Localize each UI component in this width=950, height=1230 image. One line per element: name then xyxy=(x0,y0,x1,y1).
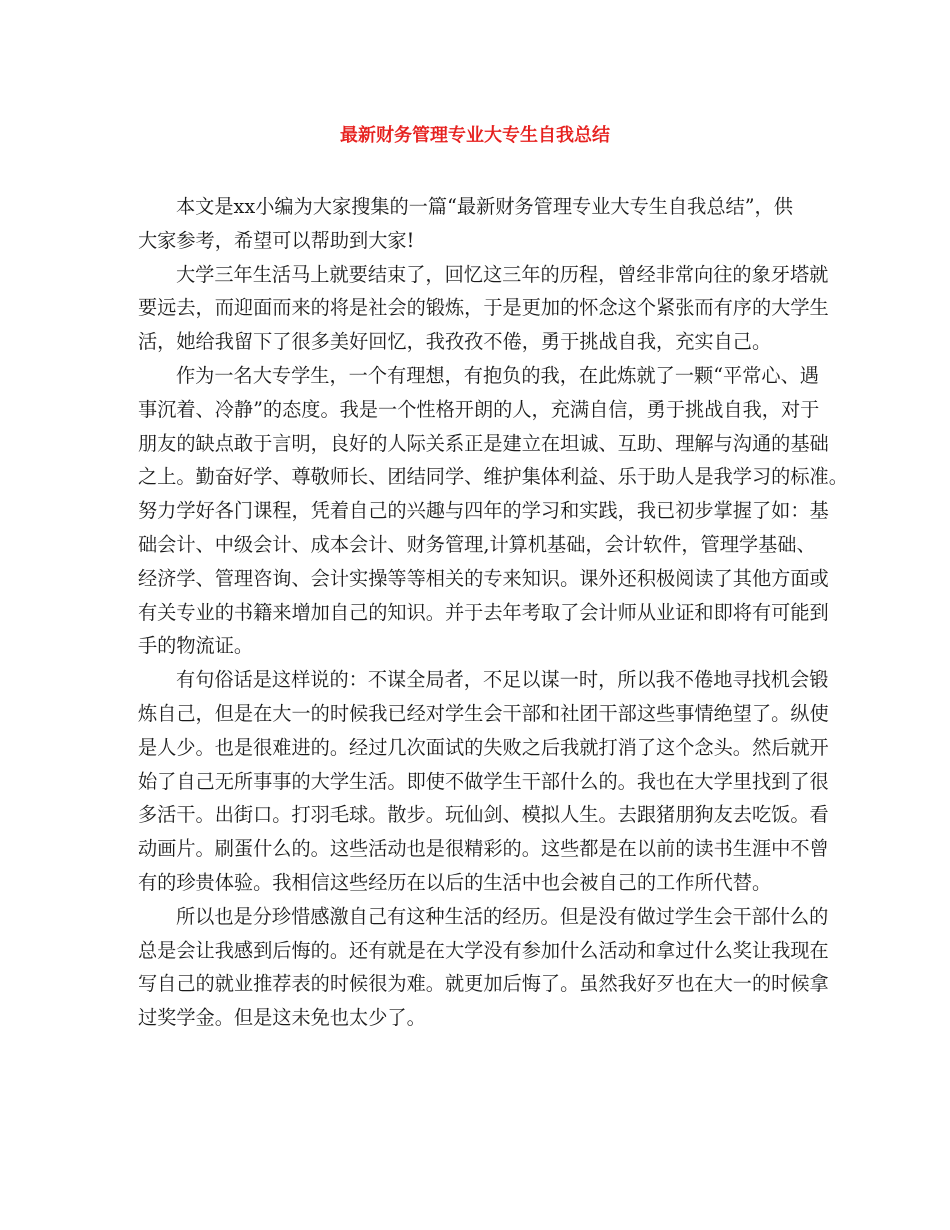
text-line: 是人少。也是很难进的。经过几次面试的失败之后我就打消了这个念头。然后就开 xyxy=(138,735,829,759)
text-line: 写自己的就业推荐表的时候很为难。就更加后悔了。虽然我好歹也在大一的时候拿 xyxy=(138,972,829,996)
text-line: 动画片。刷蛋什么的。这些活动也是很精彩的。这些都是在以前的读书生涯中不曾 xyxy=(138,837,829,861)
text-line: 础会计、中级会计、成本会计、财务管理,计算机基础，会计软件，管理学基础、 xyxy=(138,532,816,556)
text-line: 要远去，而迎面而来的将是社会的锻炼，于是更加的怀念这个紧张而有序的大学生 xyxy=(138,296,829,320)
text-line: 有句俗话是这样说的：不谋全局者，不足以谋一时，所以我不倦地寻找机会锻 xyxy=(176,668,829,692)
text-line: 努力学好各门课程，凭着自己的兴趣与四年的学习和实践，我已初步掌握了如：基 xyxy=(138,499,829,523)
paragraph-character xyxy=(138,359,848,663)
text-line: 活，她给我留下了很多美好回忆，我孜孜不倦，勇于挑战自我，充实自己。 xyxy=(138,330,772,354)
paragraph-intro xyxy=(138,190,818,258)
paragraph-college-life xyxy=(138,663,829,900)
text-line: 经济学、管理咨询、会计实操等等相关的专来知识。课外还积极阅读了其他方面或 xyxy=(138,566,829,590)
text-line: 多活干。出街口。打羽毛球。散步。玩仙剑、模拟人生。去跟猪朋狗友去吃饭。看 xyxy=(138,803,829,827)
text-line: 朋友的缺点敢于言明，良好的人际关系正是建立在坦诚、互助、理解与沟通的基础 xyxy=(138,431,829,455)
text-line: 有关专业的书籍来增加自己的知识。并于去年考取了会计师从业证和即将有可能到 xyxy=(138,600,829,624)
text-line: 之上。勤奋好学、尊敬师长、团结同学、维护集体利益、乐于助人是我学习的标准。 xyxy=(138,465,848,489)
text-line: 事沉着、冷静”的态度。我是一个性格开朗的人，充满自信，勇于挑战自我，对于 xyxy=(138,397,820,421)
paragraph-memories xyxy=(138,258,829,359)
text-line: 总是会让我感到后悔的。还有就是在大学没有参加什么活动和拿过什么奖让我现在 xyxy=(138,938,829,962)
text-line: 本文是xx小编为大家搜集的一篇“最新财务管理专业大专生自我总结”，供 xyxy=(176,195,793,218)
text-line: 过奖学金。但是这未免也太少了。 xyxy=(138,1006,426,1030)
document-title: 最新财务管理专业大专生自我总结 xyxy=(340,125,610,146)
document-body xyxy=(138,190,848,1035)
paragraph-regrets xyxy=(138,900,829,1035)
text-line: 有的珍贵体验。我相信这些经历在以后的生活中也会被自己的工作所代替。 xyxy=(138,870,772,894)
text-line: 所以也是分珍惜感激自己有这种生活的经历。但是没有做过学生会干部什么的 xyxy=(176,904,829,928)
text-line: 始了自己无所事事的大学生活。即使不做学生干部什么的。我也在大学里找到了很 xyxy=(138,769,829,793)
text-line: 大家参考，希望可以帮助到大家! xyxy=(138,228,415,252)
text-line: 作为一名大专学生，一个有理想，有抱负的我，在此炼就了一颗“平常心、遇 xyxy=(176,363,819,387)
text-line: 手的物流证。 xyxy=(138,634,254,658)
text-line: 大学三年生活马上就要结束了，回忆这三年的历程，曾经非常向往的象牙塔就 xyxy=(176,262,829,286)
text-line: 炼自己，但是在大一的时候我已经对学生会干部和社团干部这些事情绝望了。纵使 xyxy=(138,701,829,725)
